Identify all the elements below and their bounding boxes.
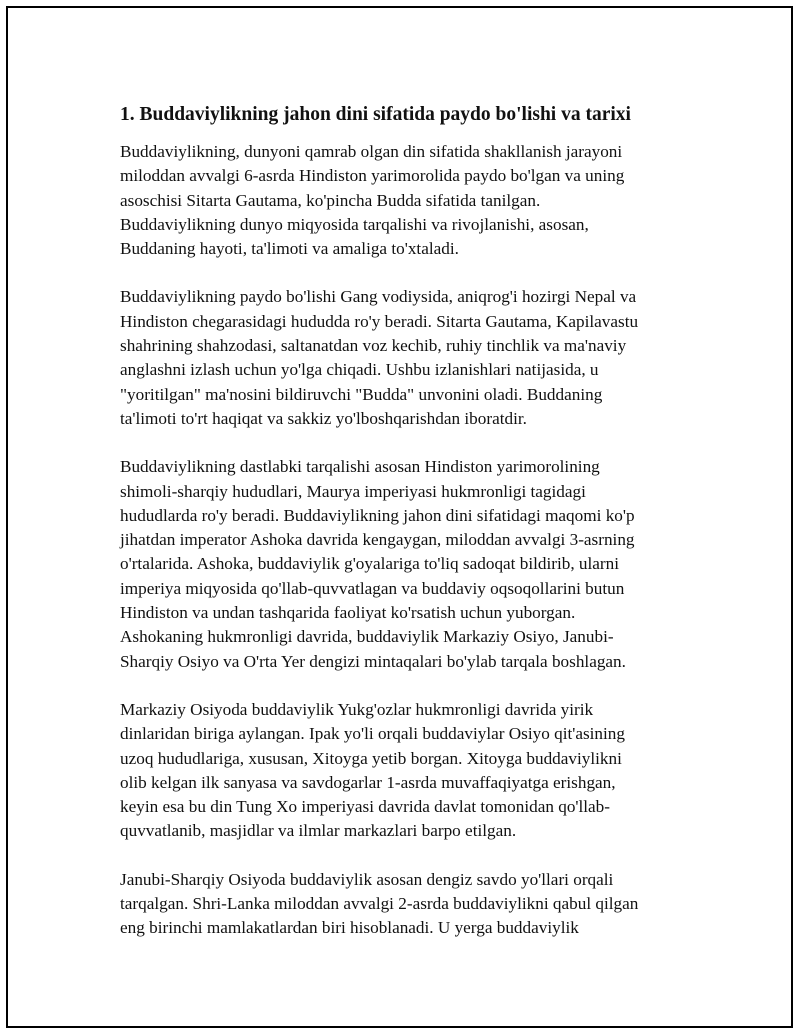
text-line: olib kelgan ilk sanyasa va savdogarlar 1-asrda muvaffaqiyatga erishgan,	[120, 772, 616, 792]
text-line: keyin esa bu din Tung Xo imperiyasi davrida davlat tomonidan qo'llab-	[120, 797, 611, 817]
text-line: anglashni izlash uchun yo'lga chiqadi. Ushbu izlanishlari natijasida, u	[120, 360, 599, 380]
paragraph	[120, 285, 686, 431]
text-line: miloddan avvalgi 6-asrda Hindiston yarimorolida paydo bo'lgan va uning	[120, 166, 625, 186]
text-line: uzoq hududlariga, xususan, Xitoyga yetib borgan. Xitoyga buddaviylikni	[120, 748, 622, 768]
paragraph	[120, 140, 686, 261]
text-line: dinlaridan biriga aylangan. Ipak yo'li orqali buddaviylar Osiyo qit'asining	[120, 724, 625, 744]
document-body	[120, 102, 686, 965]
text-line: Buddaviylikning dastlabki tarqalishi asosan Hindiston yarimorolining	[120, 457, 600, 477]
text-line: o'rtalarida. Ashoka, buddaviylik g'oyalariga to'liq sadoqat bildirib, ularni	[120, 554, 620, 574]
text-line: Buddaviylikning, dunyoni qamrab olgan din sifatida shakllanish jarayoni	[120, 142, 623, 161]
text-line: shimoli-sharqiy hududlari, Maurya imperiyasi hukmronligi tagidagi	[120, 481, 586, 501]
text-line: Sharqiy Osiyo va O'rta Yer dengizi mintaqalari bo'ylab tarqala boshlagan.	[120, 651, 626, 671]
text-line: quvvatlanib, masjidlar va ilmlar markazlari barpo etilgan.	[120, 821, 517, 841]
text-line: eng birinchi mamlakatlardan biri hisoblanadi. U yerga buddaviylik	[120, 918, 579, 938]
text-line: hududlarda ro'y beradi. Buddaviylikning jahon dini sifatidagi maqomi ko'p	[120, 505, 635, 525]
text-line: tarqalgan. Shri-Lanka miloddan avvalgi 2-asrda buddaviylikni qabul qilgan	[120, 894, 639, 914]
paragraph-list	[120, 140, 686, 941]
text-line: asoschisi Sitarta Gautama, ko'pincha Budda sifatida tanilgan.	[120, 190, 541, 210]
paragraph	[120, 868, 686, 941]
text-line: Buddaviylikning dunyo miqyosida tarqalishi va rivojlanishi, asosan,	[120, 214, 589, 234]
text-line: Ashokaning hukmronligi davrida, buddaviylik Markaziy Osiyo, Janubi-	[120, 627, 614, 647]
paragraph	[120, 698, 686, 844]
paragraph	[120, 455, 686, 674]
text-line: shahrining shahzodasi, saltanatdan voz kechib, ruhiy tinchlik va ma'naviy	[120, 336, 627, 356]
section-heading: 1. Buddaviylikning jahon dini sifatida paydo bo'lishi va tarixi	[120, 104, 631, 125]
text-line: Hindiston chegarasidagi hududda ro'y beradi. Sitarta Gautama, Kapilavastu	[120, 311, 639, 331]
text-line: Janubi-Sharqiy Osiyoda buddaviylik asosan dengiz savdo yo'llari orqali	[120, 869, 614, 889]
text-line: Markaziy Osiyoda buddaviylik Yukg'ozlar hukmronligi davrida yirik	[120, 699, 594, 719]
text-line: Buddaning hayoti, ta'limoti va amaliga to'xtaladi.	[120, 239, 459, 259]
text-line: Hindiston va undan tashqarida faoliyat ko'rsatish uchun yuborgan.	[120, 603, 576, 623]
text-line: imperiya miqyosida qo'llab-quvvatlagan va buddaviy oqsoqollarini butun	[120, 578, 625, 598]
text-line: Buddaviylikning paydo bo'lishi Gang vodiysida, aniqrog'i hozirgi Nepal va	[120, 287, 637, 307]
text-line: "yoritilgan" ma'nosini bildiruvchi "Budda" unvonini oladi. Buddaning	[120, 384, 603, 404]
text-line: ta'limoti to'rt haqiqat va sakkiz yo'lboshqarishdan iboratdir.	[120, 408, 527, 428]
page-frame	[6, 6, 793, 1028]
text-line: jihatdan imperator Ashoka davrida kengaygan, miloddan avvalgi 3-asrning	[120, 530, 635, 550]
